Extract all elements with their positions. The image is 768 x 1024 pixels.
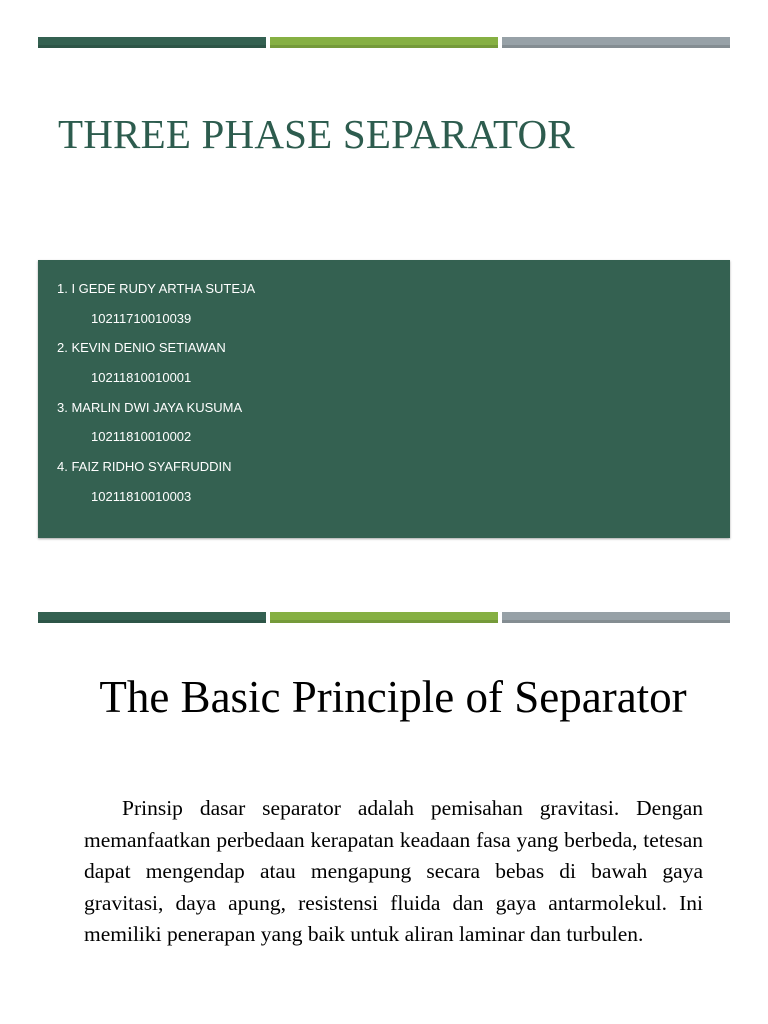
slide2-title: The Basic Principle of Separator	[99, 672, 687, 722]
accent-segment-light-green	[270, 612, 498, 623]
accent-segment-dark-green	[38, 37, 266, 48]
slide1-title: THREE PHASE SEPARATOR	[58, 111, 575, 157]
slide1-accent-bar	[38, 37, 730, 48]
member-name: 2. KEVIN DENIO SETIAWAN	[57, 340, 226, 356]
member-name: 1. I GEDE RUDY ARTHA SUTEJA	[57, 281, 256, 296]
members-list	[57, 274, 255, 512]
member-name: 4. FAIZ RIDHO SYAFRUDDIN	[57, 459, 232, 475]
member-nim: 10211710010039	[91, 310, 192, 326]
accent-segment-light-green	[270, 37, 498, 48]
member-nim: 10211810010003	[91, 488, 192, 504]
slide2-accent-bar	[38, 612, 730, 623]
accent-segment-gray	[502, 612, 730, 623]
accent-segment-dark-green	[38, 612, 266, 623]
members-panel	[38, 260, 730, 538]
member-name: 3. MARLIN DWI JAYA KUSUMA	[57, 399, 243, 415]
member-nim: 10211810010001	[91, 370, 192, 386]
member-nim: 10211810010002	[91, 429, 192, 445]
body-paragraph: Prinsip dasar separator adalah pemisahan gravitasi. Dengan memanfaatkan perbedaan kerapatan keadaan fasa yang berbeda, tetesan dapat mengendap atau mengapung secara bebas di bawah gaya gravitasi, daya apung, resistensi fluida dan gaya antarmolekul. Ini memiliki penerapan yang baik untuk aliran laminar dan turbulen.	[84, 796, 703, 947]
accent-segment-gray	[502, 37, 730, 48]
